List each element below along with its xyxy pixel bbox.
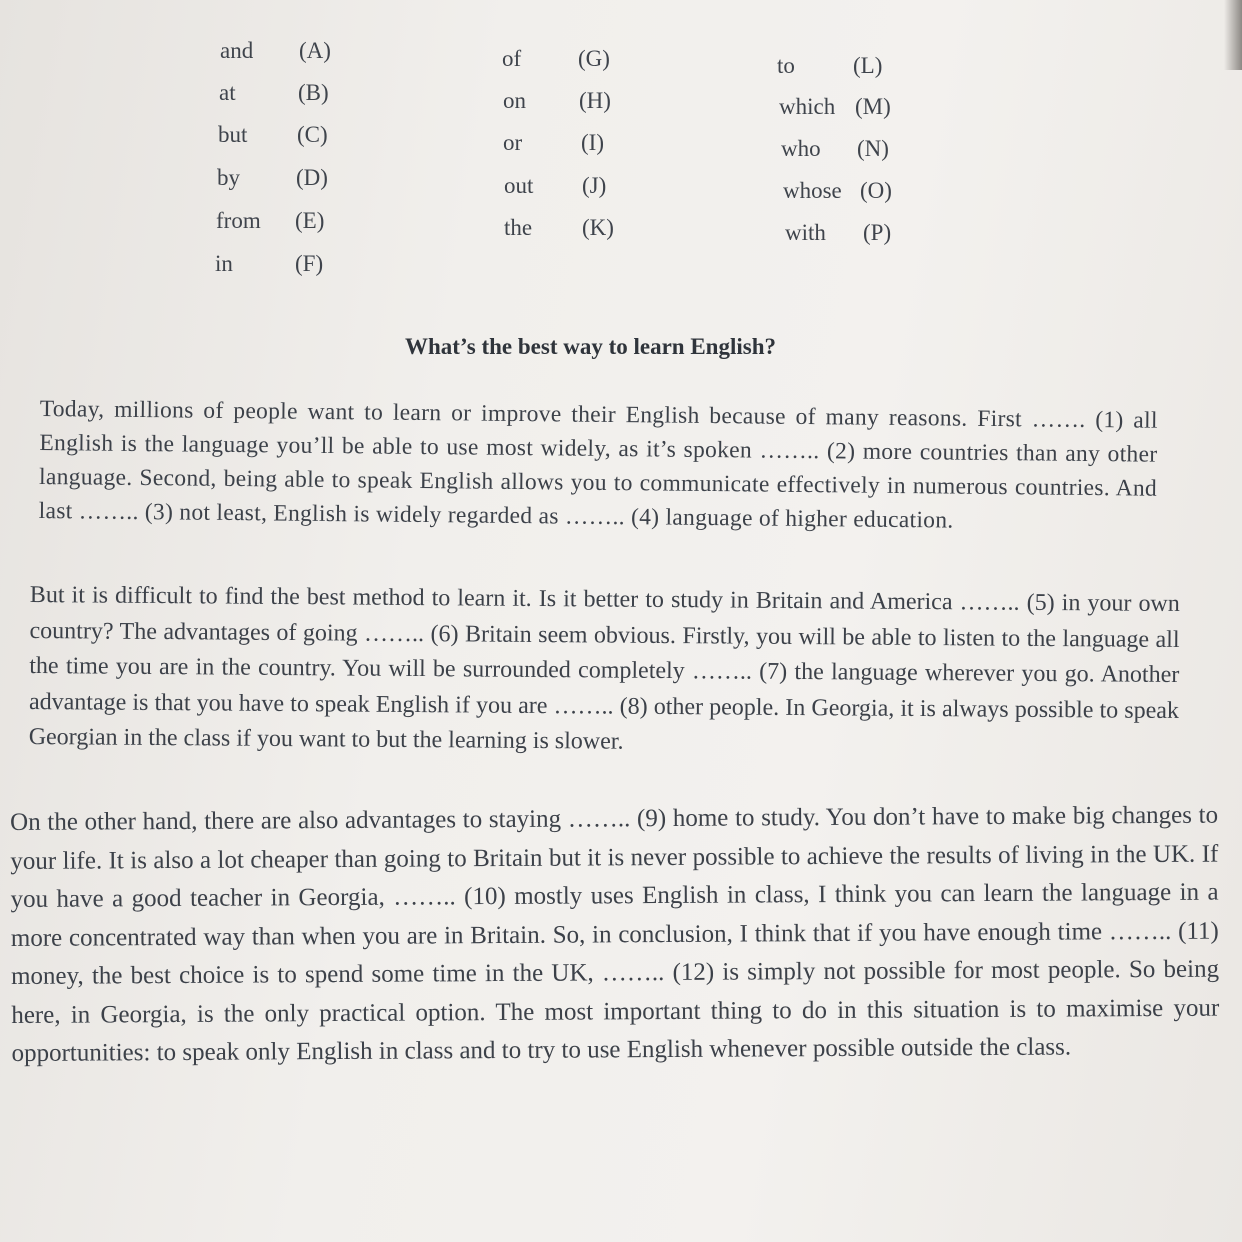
word-bank-letter: (D) bbox=[296, 165, 328, 190]
passage-paragraph-1: Today, millions of people want to learn or improve their English because of many reasons. First ……. (1) all English is the language you’ll be able to use most widely, as it’s spoken …….. (2) more countries than any other language. Second, being able to speak English allows you to communicate effectively in numerous countries. And last …….. (3) not least, English is widely regarded as …….. (4) language of higher education. bbox=[38, 395, 1158, 534]
word-bank-letter: (K) bbox=[582, 215, 614, 240]
word-bank-word: in bbox=[215, 251, 233, 276]
word-bank-letter: (I) bbox=[581, 130, 604, 155]
word-bank-word: or bbox=[503, 130, 523, 155]
word-bank-letter: (N) bbox=[857, 136, 889, 161]
word-bank-word: whose bbox=[783, 178, 842, 203]
word-bank bbox=[0, 0, 1242, 300]
word-bank-word: out bbox=[504, 173, 534, 198]
word-bank-letter: (P) bbox=[863, 220, 892, 245]
word-bank-word: the bbox=[504, 215, 533, 240]
word-bank-word: who bbox=[781, 136, 821, 161]
word-bank-word: on bbox=[503, 88, 526, 113]
word-bank-letter: (E) bbox=[295, 208, 325, 233]
word-bank-letter: (A) bbox=[299, 38, 331, 63]
word-bank-letter: (M) bbox=[855, 94, 891, 119]
word-bank-letter: (G) bbox=[578, 46, 610, 71]
word-bank-word: to bbox=[777, 53, 795, 78]
passage-paragraph-2: But it is difficult to find the best method to learn it. Is it better to study in Britain and America …….. (5) in your own country? The advantages of going …….. (6) Britain seem obvious. Firstly, you will be able to listen to the language all the time you are in the country. You will be surrounded completely …….. (7) the language wherever you go. Another advantage is that you have to speak English if you are …….. (8) other people. In Georgia, it is always possible to speak Georgian in the class if you want to but the learning is slower. bbox=[28, 581, 1180, 755]
word-bank-word: by bbox=[217, 165, 240, 190]
word-bank-word: but bbox=[218, 122, 248, 147]
word-bank-letter: (H) bbox=[579, 88, 611, 113]
word-bank-letter: (J) bbox=[582, 173, 607, 198]
passage-paragraph-3: On the other hand, there are also advantages to staying …….. (9) home to study. You don’t have to make big changes to your life. It is also a lot cheaper than going to Britain but it is never possible to achieve the results of living in the UK. If you have a good teacher in Georgia, …….. (10) mostly uses English in class, I think you can learn the language in a more concentrated way than when you are in Britain. So, in conclusion, I think that if you have enough time …….. (11) money, the best choice is to spend some time in the UK, …….. (12) is simply not possible for most people. So being here, in Georgia, is the only practical option. The most important thing to do in this situation is to maximise your opportunities: to speak only English in class and to try to use English whenever possible outside the class. bbox=[10, 801, 1220, 1067]
word-bank-word: from bbox=[216, 208, 261, 233]
word-bank-letter: (L) bbox=[853, 53, 883, 78]
word-bank-letter: (B) bbox=[298, 80, 329, 105]
word-bank-word: at bbox=[219, 80, 236, 105]
word-bank-word: and bbox=[220, 38, 254, 63]
word-bank-word: of bbox=[502, 46, 522, 71]
word-bank-letter: (O) bbox=[860, 178, 892, 203]
word-bank-word: with bbox=[785, 220, 826, 245]
word-bank-letter: (C) bbox=[297, 122, 328, 147]
passage-title: What’s the best way to learn English? bbox=[405, 334, 776, 359]
word-bank-word: which bbox=[779, 94, 836, 119]
word-bank-letter: (F) bbox=[295, 251, 324, 276]
